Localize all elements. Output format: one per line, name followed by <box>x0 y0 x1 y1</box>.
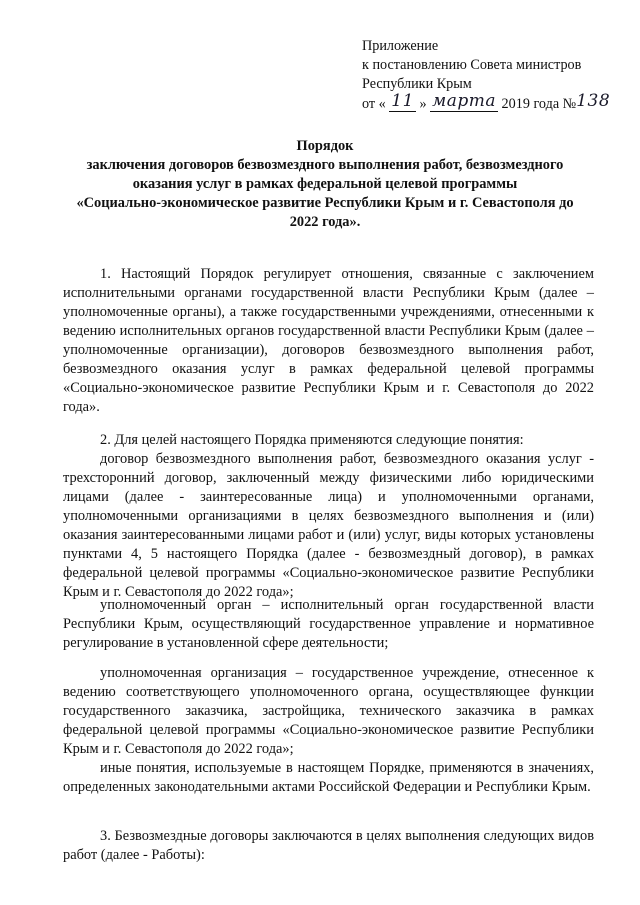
appendix-resolution-line: к постановлению Совета министров <box>362 57 582 73</box>
paragraph-1: 1. Настоящий Порядок регулирует отношения, связанные с заключением исполнительными органами государственной власти Республики Крым (далее – уполномоченные органы), а также государственными учреждениями, отнесенными к ведению исполнительных органов государственной власти Республики Крым (далее – уполномоченные организации), договоров безвозмездного выполнения работ, безвозмездного оказания услуг в рамках федеральной целевой программы «Социально-экономическое развитие Республики Крым и г. Севастополя до 2022 года». <box>63 266 594 415</box>
paragraph-definition-authorized-organization: уполномоченная организация – государственное учреждение, отнесенное к ведению соответствующего уполномоченного органа, осуществляющее функции государственного заказчика, застройщика, технического заказчика в рамках федеральной целевой программы «Социально-экономическое развитие Республики Крым и г. Севастополя до 2022 года»; <box>63 665 594 757</box>
paragraph-3: 3. Безвозмездные договоры заключаются в целях выполнения следующих видов работ (далее - Работы): <box>63 828 594 863</box>
handwritten-day: 11 <box>391 91 414 111</box>
paragraph-2: 2. Для целей настоящего Порядка применяются следующие понятия: <box>100 432 524 448</box>
date-prefix: от « <box>362 96 386 112</box>
title-line-3: оказания услуг в рамках федеральной целевой программы <box>132 176 518 192</box>
paragraph-definition-authorized-body: уполномоченный орган – исполнительный орган государственной власти Республики Крым, осуществляющий государственное управление и нормативное регулирование в установленной сфере деятельности; <box>63 597 594 651</box>
date-suffix: 2019 года № <box>501 96 577 112</box>
handwritten-month: марта <box>432 91 496 111</box>
title-line-2: заключения договоров безвозмездного выполнения работ, безвозмездного <box>86 157 564 173</box>
title-line-1: Порядок <box>296 138 354 154</box>
title-line-4: «Социально-экономическое развитие Республики Крым и г. Севастополя до <box>76 195 574 211</box>
paragraph-other-terms: иные понятия, используемые в настоящем Порядке, применяются в значениях, определенных законодательными актами Российской Федерации и Республики Крым. <box>63 760 594 795</box>
document-title <box>55 137 595 232</box>
appendix-header <box>362 37 632 114</box>
title-line-5: 2022 года». <box>289 214 361 230</box>
appendix-date-line <box>362 91 632 114</box>
handwritten-number: 138 <box>576 91 611 111</box>
date-mid: » <box>419 96 427 112</box>
appendix-republic-line: Республики Крым <box>362 76 472 92</box>
appendix-title: Приложение <box>362 38 439 54</box>
paragraph-definition-contract: договор безвозмездного выполнения работ, безвозмездного оказания услуг - трехсторонний договор, заключенный между физическими либо юридическими лицами (далее - заинтересованные лица) и уполномоченными органами, уполномоченными организациями в целях безвозмездного выполнения и (или) оказания заинтересованными лицами работ и (или) услуг, виды которых установлены пунктами 4, 5 настоящего Порядка (далее - безвозмездный договор), в рамках федеральной целевой программы «Социально-экономическое развитие Республики Крым и г. Севастополя до 2022 года»; <box>63 451 594 600</box>
